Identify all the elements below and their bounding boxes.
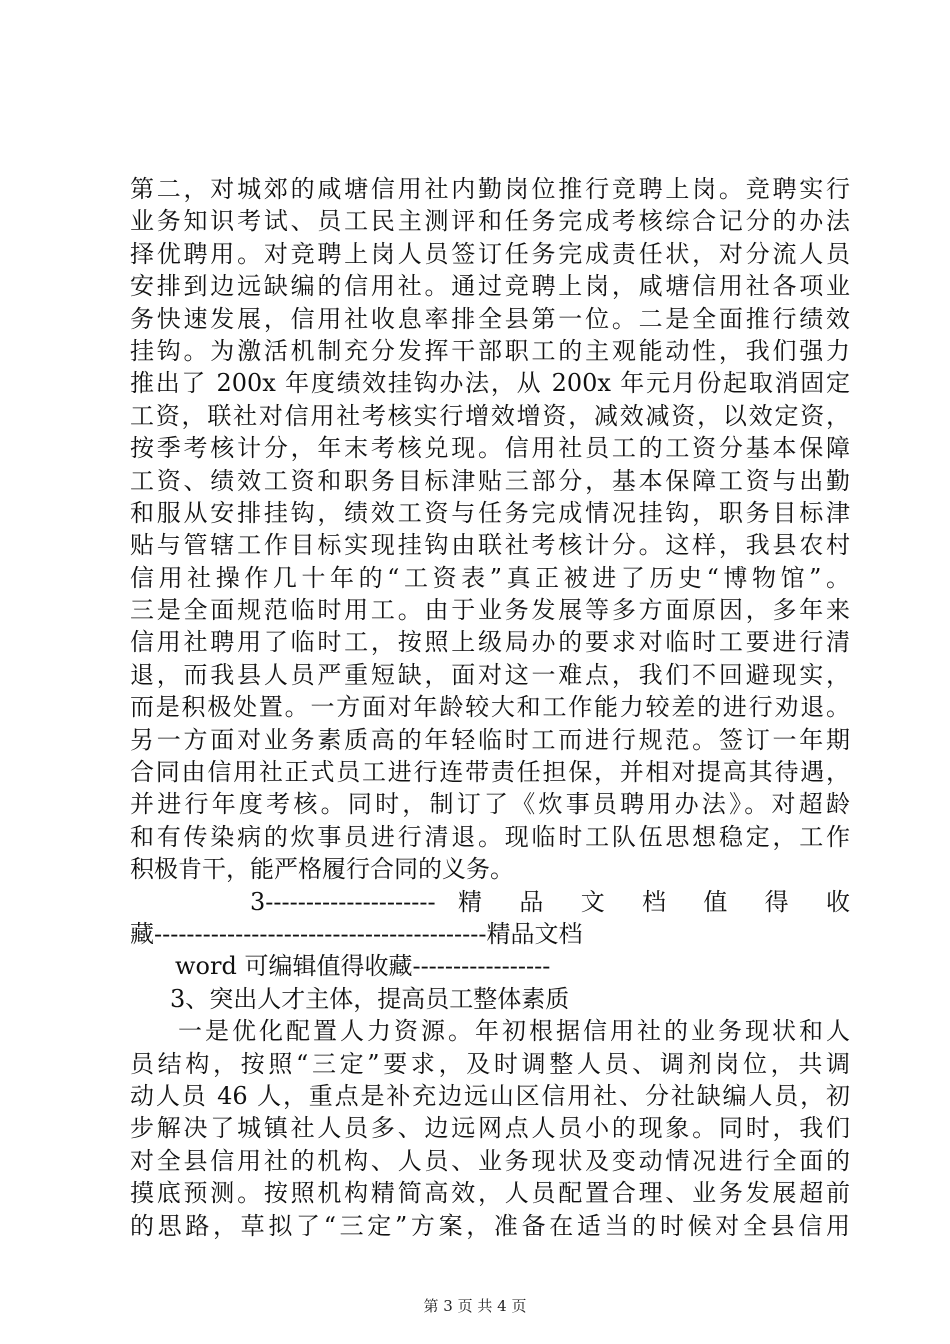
- text-line: 并进行年度考核。同时，制订了《炊事员聘用办法》。对超龄: [130, 790, 850, 819]
- text-line: 工资、绩效工资和职务目标津贴三部分，基本保障工资与出勤: [130, 466, 850, 495]
- text-line: 挂钩。为激活机制充分发挥干部职工的主观能动性，我们强力: [130, 336, 850, 365]
- document-body: [130, 173, 850, 1242]
- text-line: 和有传染病的炊事员进行清退。现临时工队伍思想稳定，工作: [130, 822, 850, 851]
- text-line: 贴与管辖工作目标实现挂钩由联社考核计分。这样，我县农村: [130, 531, 850, 560]
- text-line: 步解决了城镇社人员多、边远网点人员小的现象。同时，我们: [130, 1114, 850, 1143]
- watermark-line: 3--------------------- 精 品 文 档 值 得 收: [250, 887, 850, 916]
- text-line: 的思路，草拟了“三定”方案，准备在适当的时候对全县信用: [130, 1211, 850, 1240]
- text-line: 三是全面规范临时用工。由于业务发展等多方面原因，多年来: [130, 596, 850, 625]
- text-line: 第二，对城郊的咸塘信用社内勤岗位推行竞聘上岗。竞聘实行: [130, 175, 850, 203]
- text-line: 业务知识考试、员工民主测评和任务完成考核综合记分的办法: [130, 207, 850, 236]
- text-line: 择优聘用。对竞聘上岗人员签订任务完成责任状，对分流人员: [130, 239, 850, 268]
- section-heading: 3、突出人才主体，提高员工整体素质: [170, 984, 570, 1013]
- text-line: 合同由信用社正式员工进行连带责任担保，并相对提高其待遇，: [130, 758, 850, 787]
- text-line: 信用社操作几十年的“工资表”真正被进了历史“博物馆”。: [130, 563, 850, 592]
- text-line: 动人员 46 人，重点是补充边远山区信用社、分社缺编人员，初: [130, 1081, 850, 1110]
- text-line: 另一方面对业务素质高的年轻临时工而进行规范。签订一年期: [130, 725, 850, 754]
- text-line: 和服从安排挂钩，绩效工资与任务完成情况挂钩，职务目标津: [130, 498, 850, 527]
- watermark-line: word 可编辑值得收藏-----------------: [175, 952, 551, 981]
- text-line: 而是积极处置。一方面对年龄较大和工作能力较差的进行劝退。: [130, 693, 850, 722]
- text-line: 积极肯干，能严格履行合同的义务。: [130, 855, 514, 884]
- text-line: 员结构，按照“三定”要求，及时调整人员、调剂岗位，共调: [130, 1049, 850, 1078]
- watermark-line: 藏-----------------------------------------精品文档: [130, 919, 583, 948]
- text-line: 对全县信用社的机构、人员、业务现状及变动情况进行全面的: [130, 1146, 850, 1175]
- text-line: 摸底预测。按照机构精简高效，人员配置合理、业务发展超前: [130, 1179, 850, 1208]
- text-line: 退，而我县人员严重短缺，面对这一难点，我们不回避现实，: [130, 660, 850, 689]
- page-number: 第 3 页 共 4 页: [423, 1297, 527, 1315]
- text-line: 工资，联社对信用社考核实行增效增资，减效减资，以效定资，: [130, 401, 850, 430]
- text-line: 推出了 200x 年度绩效挂钩办法，从 200x 年元月份起取消固定: [130, 369, 850, 398]
- text-line: 务快速发展，信用社收息率排全县第一位。二是全面推行绩效: [130, 304, 850, 333]
- text-line: 信用社聘用了临时工，按照上级局办的要求对临时工要进行清: [130, 628, 850, 657]
- text-line: 按季考核计分，年末考核兑现。信用社员工的工资分基本保障: [130, 434, 850, 463]
- text-line: 安排到边远缺编的信用社。通过竞聘上岗，咸塘信用社各项业: [130, 272, 850, 301]
- text-line: 一是优化配置人力资源。年初根据信用社的业务现状和人: [178, 1017, 850, 1046]
